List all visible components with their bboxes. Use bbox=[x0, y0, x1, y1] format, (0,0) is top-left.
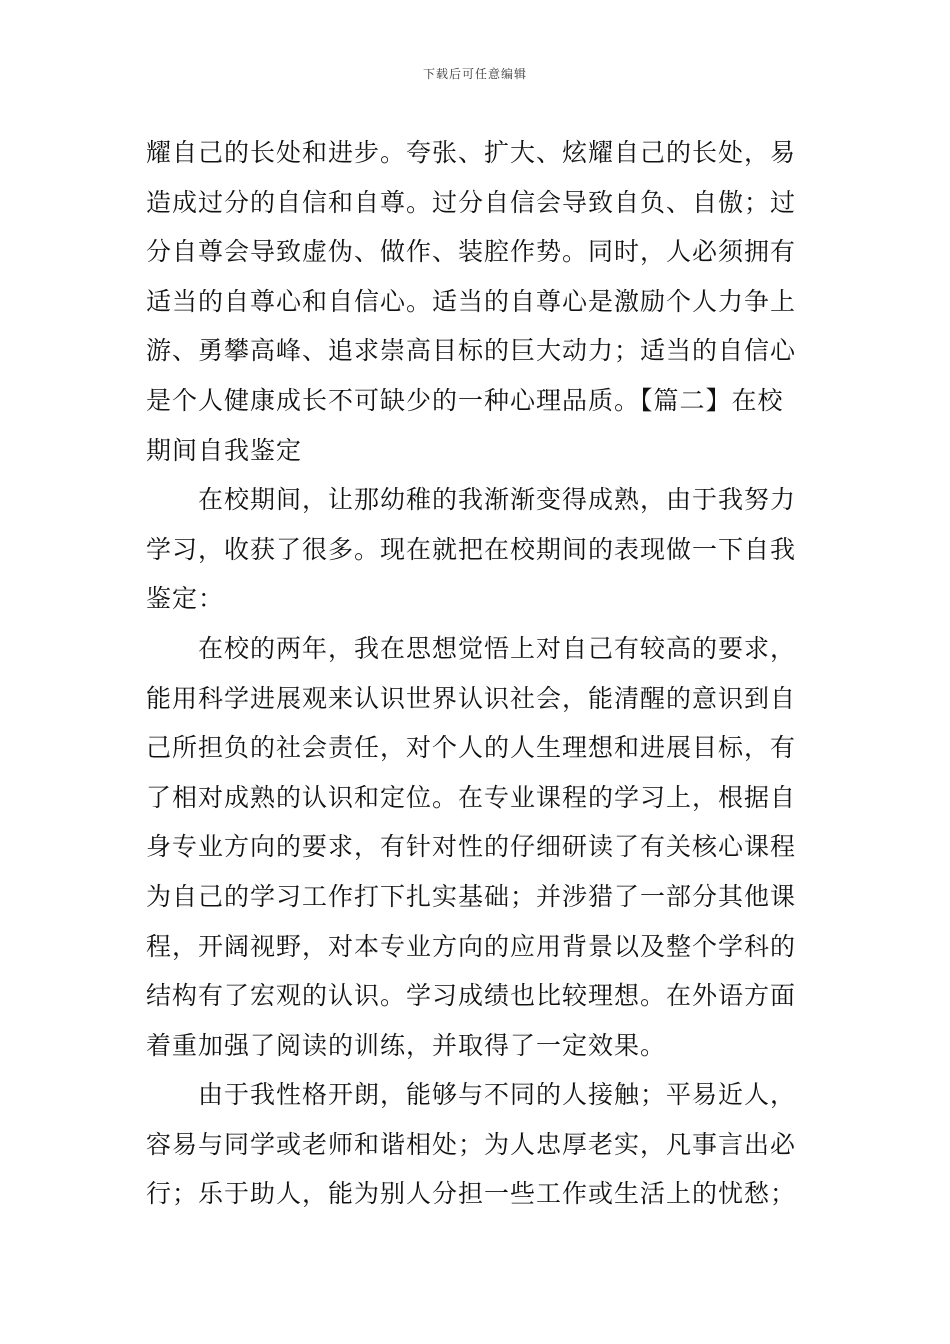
text-line: 游、勇攀高峰、追求崇高目标的巨大动力；适当的自信心 bbox=[146, 336, 797, 366]
text-line: 学习，收获了很多。现在就把在校期间的表现做一下自我 bbox=[146, 534, 797, 564]
text-line: 着重加强了阅读的训练，并取得了一定效果。 bbox=[146, 1030, 667, 1060]
paragraph-first-line: 在校的两年，我在思想觉悟上对自己有较高的要求， bbox=[198, 633, 797, 663]
text-line: 为自己的学习工作打下扎实基础；并涉猎了一部分其他课 bbox=[146, 881, 797, 911]
page-header: 下载后可任意编辑 bbox=[422, 67, 527, 81]
text-line: 能用科学进展观来认识世界认识社会，能清醒的意识到自 bbox=[146, 683, 797, 713]
document-body bbox=[146, 128, 806, 1219]
text-line: 适当的自尊心和自信心。适当的自尊心是激励个人力争上 bbox=[146, 286, 797, 316]
text-line: 了相对成熟的认识和定位。在专业课程的学习上，根据自 bbox=[146, 782, 797, 812]
text-line: 期间自我鉴定 bbox=[146, 435, 303, 465]
text-line: 己所担负的社会责任，对个人的人生理想和进展目标，有 bbox=[146, 733, 797, 763]
paragraph-first-line: 由于我性格开朗，能够与不同的人接触；平易近人， bbox=[198, 1080, 797, 1110]
text-line: 耀自己的长处和进步。夸张、扩大、炫耀自己的长处，易 bbox=[146, 138, 797, 167]
text-line: 结构有了宏观的认识。学习成绩也比较理想。在外语方面 bbox=[146, 981, 797, 1011]
text-line: 身专业方向的要求，有针对性的仔细研读了有关核心课程 bbox=[146, 832, 797, 862]
paragraph-first-line: 在校期间，让那幼稚的我渐渐变得成熟，由于我努力 bbox=[198, 485, 797, 515]
text-line: 程，开阔视野，对本专业方向的应用背景以及整个学科的 bbox=[146, 931, 797, 961]
text-line: 容易与同学或老师和谐相处；为人忠厚老实，凡事言出必 bbox=[146, 1129, 797, 1159]
text-line: 行；乐于助人，能为别人分担一些工作或生活上的忧愁； bbox=[146, 1179, 797, 1209]
text-line: 造成过分的自信和自尊。过分自信会导致自负、自傲；过 bbox=[146, 187, 797, 217]
text-line: 分自尊会导致虚伪、做作、装腔作势。同时，人必须拥有 bbox=[146, 237, 797, 267]
text-line: 是个人健康成长不可缺少的一种心理品质。【篇二】在校 bbox=[146, 385, 784, 415]
text-line: 鉴定： bbox=[146, 584, 225, 614]
